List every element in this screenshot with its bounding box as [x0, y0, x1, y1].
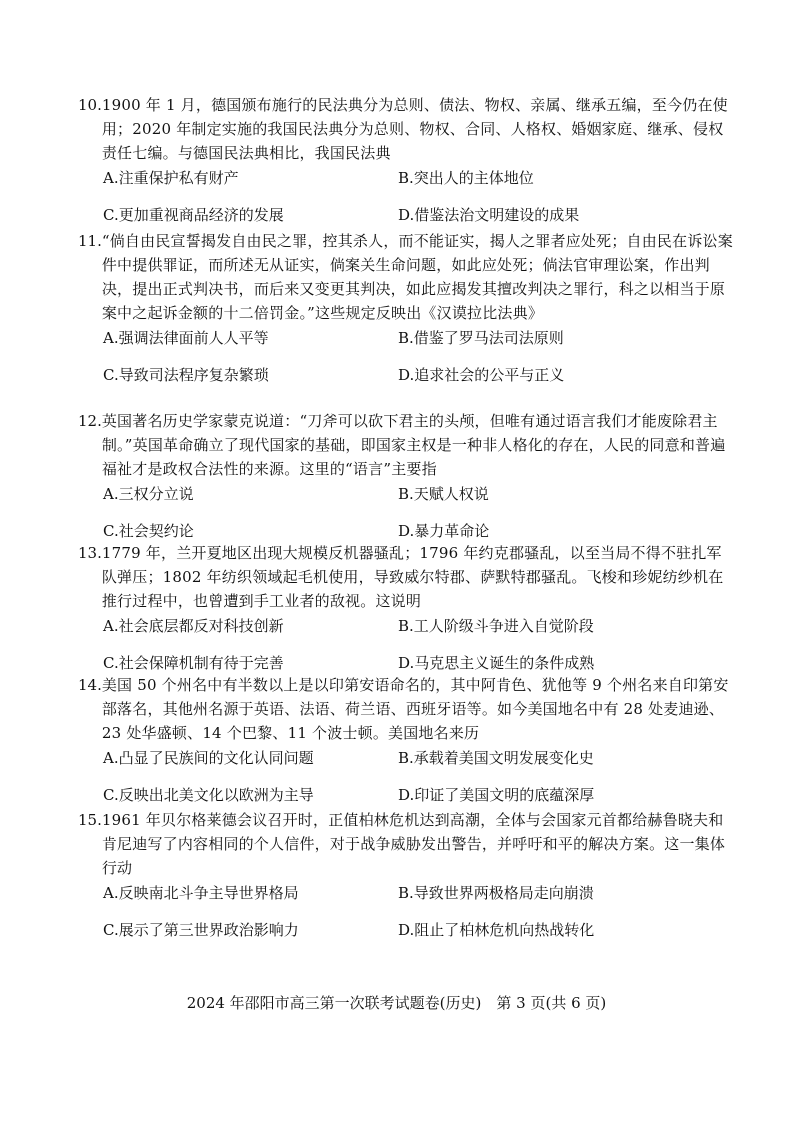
question-12: [78, 409, 733, 543]
option-a: A.强调法律面前人人平等: [103, 329, 269, 347]
question-stem: [78, 93, 733, 165]
option-row: [103, 363, 733, 387]
question-number: 12.: [78, 412, 102, 430]
option-a: A.凸显了民族间的文化认同问题: [103, 749, 314, 767]
question-text: 1900 年 1 月，德国颁布施行的民法典分为总则、债法、物权、亲属、继承五编，至今仍在使用；2020 年制定实施的我国民法典分为总则、物权、合同、人格权、婚姻家庭、继承、侵权责任七编。与德国民法典相比，我国民法典: [101, 96, 728, 162]
question-stem: [78, 541, 733, 613]
question-text: “倘自由民宣誓揭发自由民之罪，控其杀人，而不能证实，揭人之罪者应处死；自由民在诉讼案件中提供罪证，而所述无从证实，倘案关生命问题，如此应处死；倘法官审理讼案，作出判决，提出正式判决书，而后来又变更其判决，如此应揭发其擅改判决之罪行，科之以相当于原案中之起诉金额的十二倍罚金。”这些规定反映出《汉谟拉比法典》: [101, 232, 733, 322]
option-d: D.暴力革命论: [398, 522, 490, 540]
option-c: C.社会保障机制有待于完善: [103, 654, 284, 672]
option-b: B.天赋人权说: [398, 485, 489, 503]
question-number: 15.: [78, 811, 102, 829]
question-number: 10.: [78, 96, 102, 114]
option-d: D.追求社会的公平与正义: [398, 366, 565, 384]
option-b: B.导致世界两极格局走向崩溃: [398, 884, 594, 902]
question-stem: [78, 808, 733, 880]
option-b: B.突出人的主体地位: [398, 169, 534, 187]
option-row: [103, 614, 733, 638]
question-stem: [78, 409, 733, 481]
question-number: 13.: [78, 544, 102, 562]
option-a: A.三权分立说: [103, 485, 194, 503]
option-c: C.更加重视商品经济的发展: [103, 206, 284, 224]
option-d: D.借鉴法治文明建设的成果: [398, 206, 580, 224]
option-row: [103, 918, 733, 942]
question-10: [78, 93, 733, 227]
option-row: [103, 651, 733, 675]
option-c: C.导致司法程序复杂繁琐: [103, 366, 269, 384]
option-row: [103, 203, 733, 227]
option-b: B.工人阶级斗争进入自觉阶段: [398, 617, 594, 635]
question-number: 11.: [78, 232, 102, 250]
option-c: C.反映出北美文化以欧洲为主导: [103, 786, 314, 804]
option-c: C.展示了第三世界政治影响力: [103, 921, 299, 939]
question-text: 1961 年贝尔格莱德会议召开时，正值柏林危机达到高潮，全体与会国家元首都给赫鲁晓夫和肯尼迪写了内容相同的个人信件，对于战争威胁发出警告，并呼吁和平的解决方案。这一集体行动: [101, 811, 726, 877]
option-b: B.承载着美国文明发展变化史: [398, 749, 594, 767]
option-a: A.社会底层都反对科技创新: [103, 617, 284, 635]
question-14: [78, 673, 733, 807]
option-row: [103, 783, 733, 807]
option-a: A.注重保护私有财产: [103, 169, 239, 187]
question-11: [78, 229, 733, 387]
option-row: [103, 166, 733, 190]
option-row: [103, 519, 733, 543]
question-number: 14.: [78, 676, 102, 694]
option-row: [103, 746, 733, 770]
question-text: 美国 50 个州名中有半数以上是以印第安语命名的，其中阿肯色、犹他等 9 个州名来自印第安部落名，其他州名源于英语、法语、荷兰语、西班牙语等。如今美国地名中有 28 处麦迪逊、23 处华盛顿、14 个巴黎、11 个波士顿。美国地名来历: [101, 676, 729, 742]
page-footer: 2024 年邵阳市高三第一次联考试题卷(历史) 第 3 页(共 6 页): [186, 994, 607, 1012]
question-13: [78, 541, 733, 675]
question-text: 1779 年，兰开夏地区出现大规模反机器骚乱；1796 年约克郡骚乱，以至当局不得不驻扎军队弹压；1802 年纺织领域起毛机使用，导致威尔特郡、萨默特郡骚乱。飞梭和珍妮纺纱机在推行过程中，也曾遭到手工业者的敌视。这说明: [101, 544, 724, 610]
option-row: [103, 482, 733, 506]
question-15: [78, 808, 733, 942]
option-c: C.社会契约论: [103, 522, 194, 540]
question-text: 英国著名历史学家蒙克说道：“刀斧可以砍下君主的头颅，但唯有通过语言我们才能废除君主制。”英国革命确立了现代国家的基础，即国家主权是一种非人格化的存在，人民的同意和普遍福祉才是政权合法性的来源。这里的“语言”主要指: [101, 412, 726, 478]
option-d: D.阻止了柏林危机向热战转化: [398, 921, 595, 939]
option-row: [103, 881, 733, 905]
option-d: D.马克思主义诞生的条件成熟: [398, 654, 595, 672]
option-a: A.反映南北斗争主导世界格局: [103, 884, 299, 902]
question-stem: [78, 229, 733, 325]
option-row: [103, 326, 733, 350]
question-stem: [78, 673, 733, 745]
option-b: B.借鉴了罗马法司法原则: [398, 329, 564, 347]
option-d: D.印证了美国文明的底蕴深厚: [398, 786, 595, 804]
